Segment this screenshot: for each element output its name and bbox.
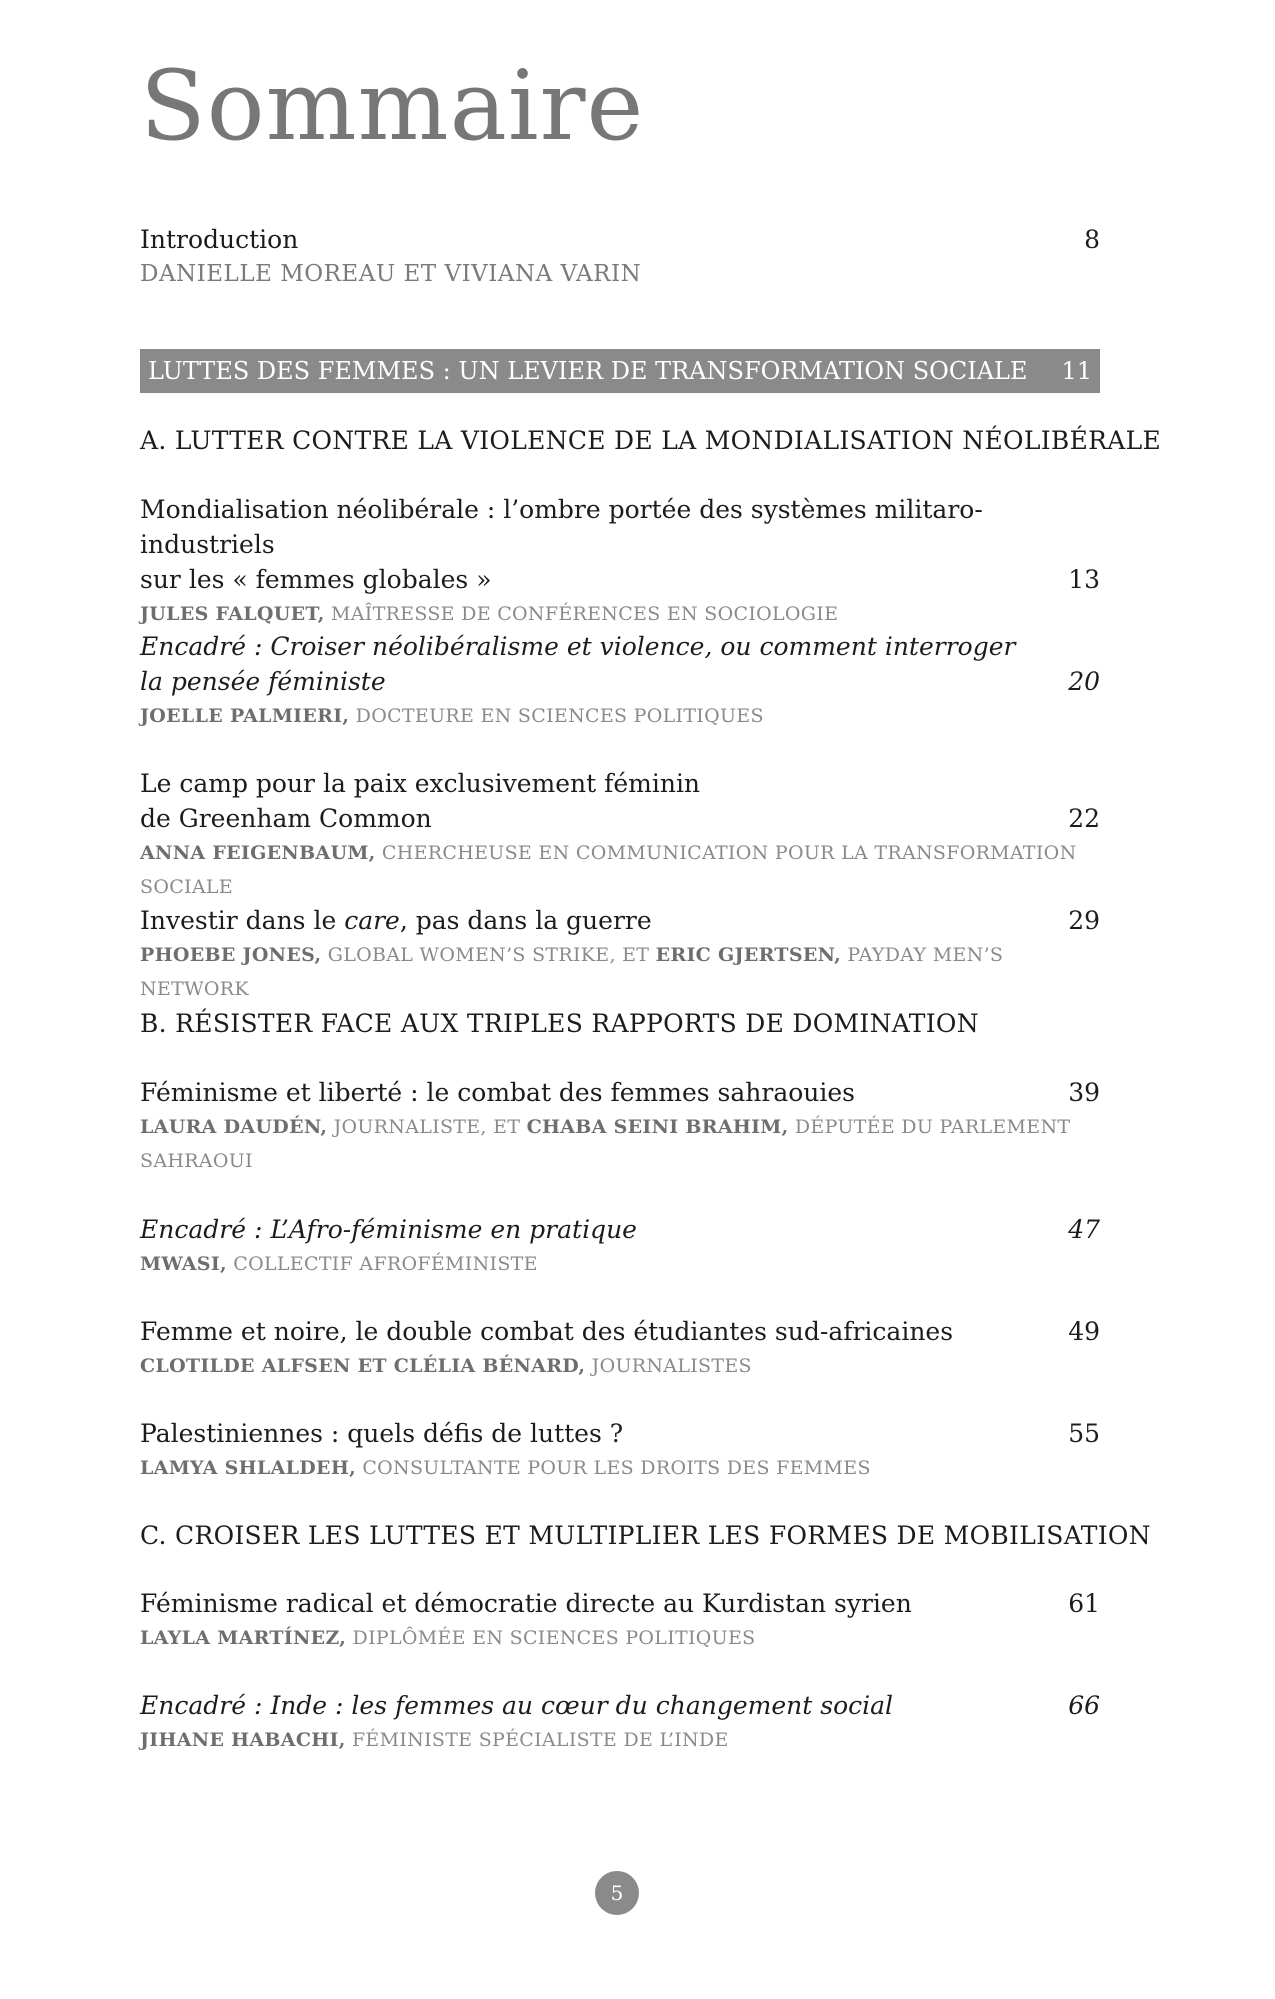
entry-title: Introduction — [140, 225, 299, 254]
toc-entry[interactable] — [140, 766, 1100, 904]
entry-page: 55 — [1068, 1419, 1100, 1448]
entry-page: 13 — [1068, 565, 1100, 594]
entry-author: DANIELLE MOREAU ET VIVIANA VARIN — [140, 261, 642, 287]
entry-title: Encadré : Inde : les femmes au cœur du changement social — [140, 1691, 894, 1720]
toc-entry-encadre[interactable] — [140, 629, 1100, 733]
entry-author: PHOEBE JONES, GLOBAL WOMEN’S STRIKE, ET ERIC GJERTSEN, PAYDAY MEN’S NETWORK — [140, 944, 1004, 1000]
toc-entry-introduction[interactable] — [140, 222, 1100, 291]
toc-entry[interactable] — [140, 1416, 1100, 1485]
entry-author: JIHANE HABACHI, FÉMINISTE SPÉCIALISTE DE L’INDE — [140, 1729, 729, 1751]
entry-author: CLOTILDE ALFSEN ET CLÉLIA BÉNARD, JOURNALISTES — [140, 1355, 752, 1377]
entry-title: Femme et noire, le double combat des étudiantes sud-africaines — [140, 1317, 954, 1346]
toc-entry[interactable] — [140, 1314, 1100, 1383]
entry-author: JOELLE PALMIERI, DOCTEURE EN SCIENCES POLITIQUES — [140, 705, 764, 727]
entry-author: JULES FALQUET, MAÎTRESSE DE CONFÉRENCES EN SOCIOLOGIE — [140, 603, 839, 625]
entry-title: Féminisme et liberté : le combat des femmes sahraouies — [140, 1078, 856, 1107]
entry-page: 66 — [1068, 1691, 1100, 1720]
entry-title: Palestiniennes : quels défis de luttes ? — [140, 1419, 624, 1448]
toc-entry-encadre[interactable] — [140, 1688, 1100, 1757]
entry-page: 29 — [1068, 906, 1100, 935]
entry-title: Encadré : Croiser néolibéralisme et violence, ou comment interroger — [140, 632, 1016, 661]
entry-page: 61 — [1068, 1589, 1100, 1618]
entry-author-cont: SAHRAOUI — [140, 1150, 253, 1172]
entry-title-cont: de Greenham Common — [140, 804, 432, 833]
entry-title: Investir dans le care, pas dans la guerre — [140, 906, 652, 935]
entry-title: Mondialisation néolibérale : l’ombre portée des systèmes militaro-industriels — [140, 495, 983, 559]
entry-page: 20 — [1068, 667, 1100, 696]
section-heading-c: C. CROISER LES LUTTES ET MULTIPLIER LES FORMES DE MOBILISATION — [140, 1521, 1151, 1550]
toc-entry[interactable] — [140, 1586, 1100, 1655]
toc-entry[interactable] — [140, 1075, 1100, 1178]
entry-author: MWASI, COLLECTIF AFROFÉMINISTE — [140, 1253, 538, 1275]
entry-title: Le camp pour la paix exclusivement féminin — [140, 769, 701, 798]
toc-entry-encadre[interactable] — [140, 1212, 1100, 1281]
entry-title: Encadré : L’Afro-féminisme en pratique — [140, 1215, 637, 1244]
section-heading-a: A. LUTTER CONTRE LA VIOLENCE DE LA MONDIALISATION NÉOLIBÉRALE — [140, 426, 1162, 455]
toc-entry[interactable] — [140, 492, 1100, 631]
entry-page: 22 — [1068, 804, 1100, 833]
entry-page: 8 — [1084, 225, 1100, 254]
toc-entry[interactable] — [140, 903, 1100, 1006]
entry-author: LAYLA MARTÍNEZ, DIPLÔMÉE EN SCIENCES POLITIQUES — [140, 1627, 756, 1649]
part-label: LUTTES DES FEMMES : UN LEVIER DE TRANSFORMATION SOCIALE — [148, 357, 1028, 385]
part-heading[interactable] — [140, 349, 1100, 393]
entry-title: Féminisme radical et démocratie directe au Kurdistan syrien — [140, 1589, 912, 1618]
entry-author: LAURA DAUDÉN, JOURNALISTE, ET CHABA SEINI BRAHIM, DÉPUTÉE DU PARLEMENT — [140, 1116, 1071, 1138]
entry-page: 47 — [1068, 1215, 1100, 1244]
entry-author: ANNA FEIGENBAUM, CHERCHEUSE EN COMMUNICATION POUR LA TRANSFORMATION SOCIALE — [140, 842, 1077, 898]
entry-page: 39 — [1068, 1078, 1100, 1107]
entry-title-cont: la pensée féministe — [140, 667, 386, 696]
entry-page: 49 — [1068, 1317, 1100, 1346]
part-page: 11 — [1061, 357, 1092, 385]
page-title: Sommaire — [140, 50, 645, 162]
section-heading-b: B. RÉSISTER FACE AUX TRIPLES RAPPORTS DE DOMINATION — [140, 1009, 979, 1038]
entry-title-cont: sur les « femmes globales » — [140, 565, 492, 594]
entry-author: LAMYA SHLALDEH, CONSULTANTE POUR LES DROITS DES FEMMES — [140, 1457, 871, 1479]
page-number-badge: 5 — [595, 1871, 639, 1915]
